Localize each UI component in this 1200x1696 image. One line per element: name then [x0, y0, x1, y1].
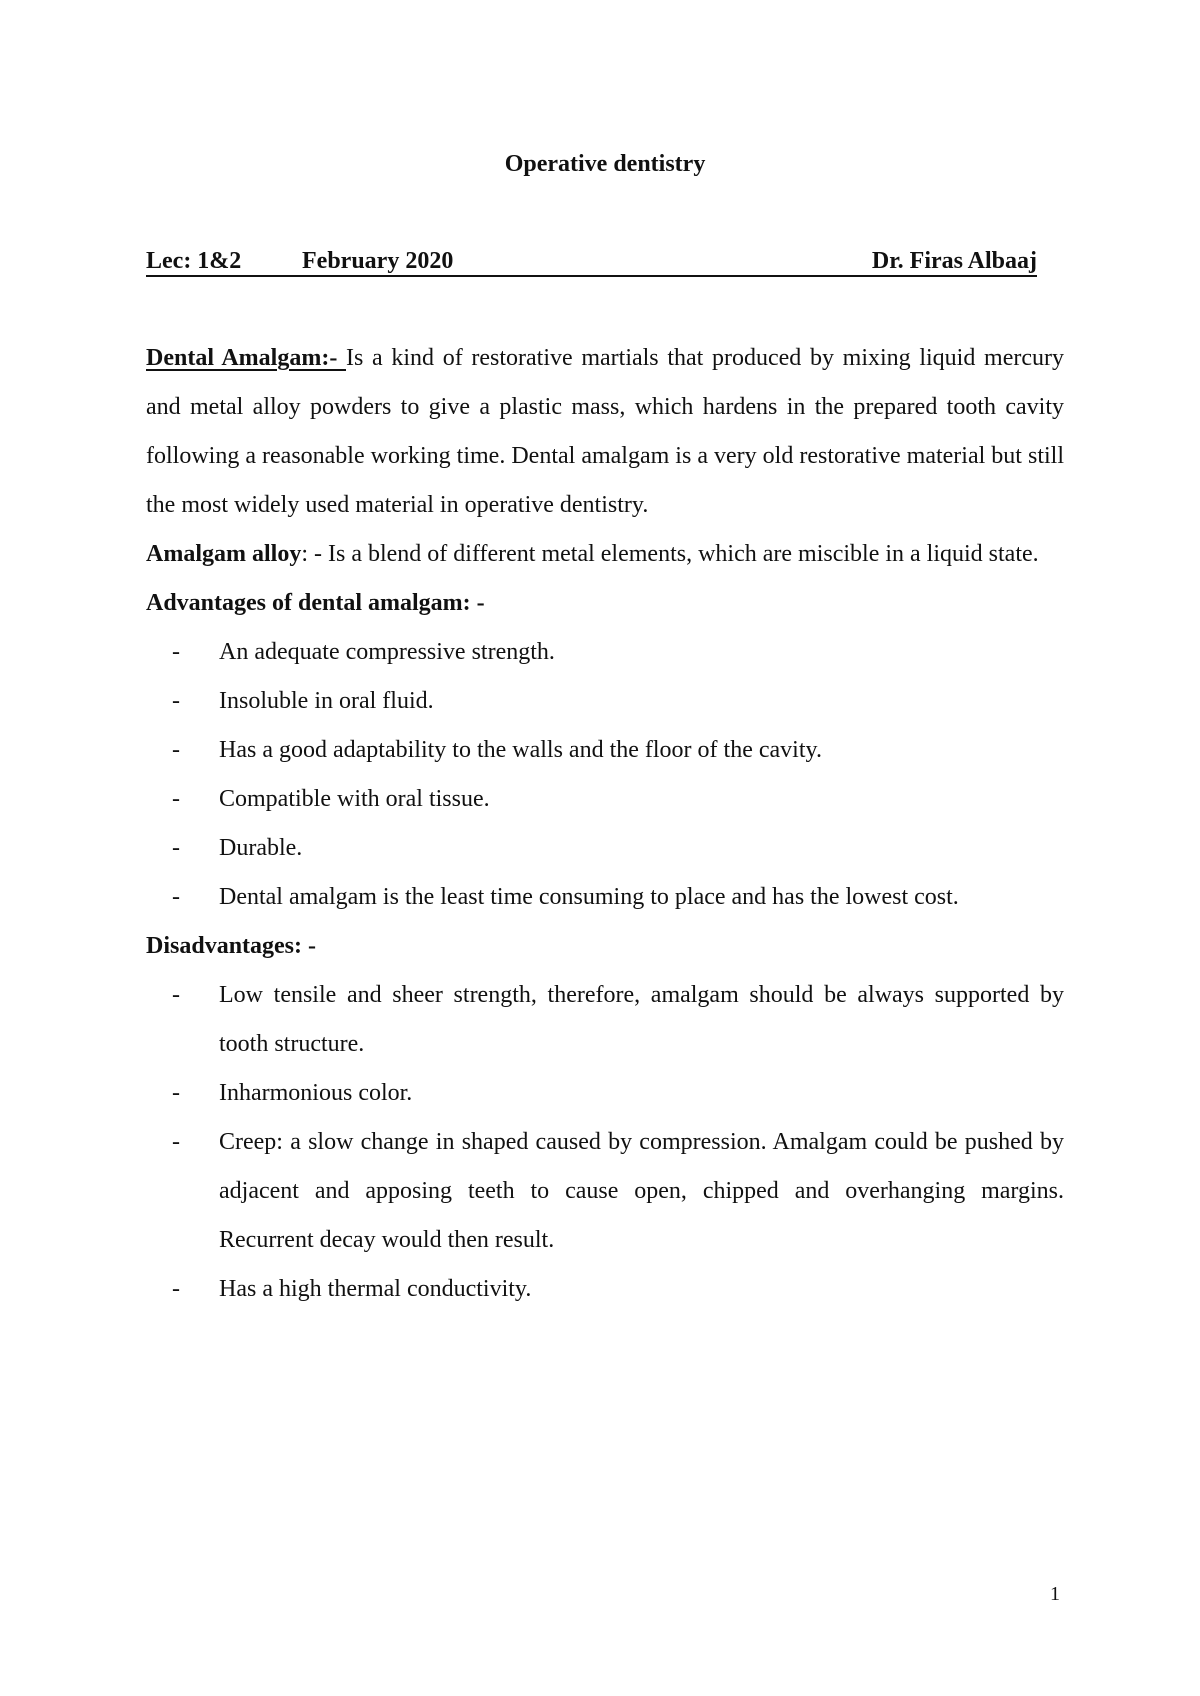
lecture-number: Lec: 1&2 [146, 248, 242, 274]
list-item-text: Durable. [219, 835, 303, 861]
alloy-paragraph [146, 530, 1064, 579]
alloy-text: : - Is a blend of different metal elements, which are miscible in a liquid state. [301, 541, 1039, 567]
document-content [146, 140, 1064, 1314]
document-title: Operative dentistry [504, 151, 706, 177]
list-item [146, 677, 1064, 726]
lecture-info-underline [146, 275, 1037, 277]
disadvantages-list [146, 971, 1064, 1314]
bullet-dash: - [172, 786, 180, 812]
advantages-list [146, 628, 1064, 922]
list-item-text: Creep: a slow change in shaped caused by compression. Amalgam could be pushed by adjacent and apposing teeth to cause open, chipped and overhanging margins. Recurrent decay would then result. [219, 1129, 1064, 1253]
list-item-text: Insoluble in oral fluid. [219, 688, 434, 714]
intro-text: Is a kind of restorative martials that produced by mixing liquid mercury and metal alloy powders to give a plastic mass, which hardens in the prepared tooth cavity following a reasonable working time. Dental amalgam is a very old restorative material but still the most widely used material in operative dentistry. [146, 345, 1064, 518]
list-item [146, 1265, 1064, 1314]
page-number: 1 [1050, 1583, 1060, 1605]
intro-paragraph [146, 334, 1064, 530]
lecturer-name: Dr. Firas Albaaj [871, 248, 1037, 274]
bullet-dash: - [172, 982, 180, 1008]
bullet-dash: - [172, 1129, 180, 1155]
list-item [146, 1069, 1064, 1118]
bullet-dash: - [172, 1276, 180, 1302]
list-item-text: Has a good adaptability to the walls and the floor of the cavity. [219, 737, 822, 763]
bullet-dash: - [172, 737, 180, 763]
advantages-heading: Advantages of dental amalgam: - [146, 590, 485, 616]
bullet-dash: - [172, 688, 180, 714]
list-item [146, 824, 1064, 873]
list-item [146, 775, 1064, 824]
list-item [146, 971, 1064, 1069]
alloy-term: Amalgam alloy [146, 541, 302, 567]
list-item-text: An adequate compressive strength. [219, 639, 555, 665]
intro-term: Dental Amalgam:- [146, 345, 346, 371]
disadvantages-heading: Disadvantages: - [146, 933, 317, 959]
bullet-dash: - [172, 835, 180, 861]
bullet-dash: - [172, 639, 180, 665]
lecture-date: February 2020 [302, 248, 454, 274]
list-item-text: Dental amalgam is the least time consuming to place and has the lowest cost. [219, 884, 959, 910]
list-item [146, 628, 1064, 677]
list-item [146, 726, 1064, 775]
list-item [146, 1118, 1064, 1265]
lecture-info-line [146, 237, 1064, 286]
list-item-text: Has a high thermal conductivity. [219, 1276, 532, 1302]
list-item-text: Inharmonious color. [219, 1080, 413, 1106]
list-item [146, 873, 1064, 922]
bullet-dash: - [172, 1080, 180, 1106]
list-item-text: Low tensile and sheer strength, therefore, amalgam should be always supported by tooth structure. [219, 982, 1064, 1057]
list-item-text: Compatible with oral tissue. [219, 786, 490, 812]
bullet-dash: - [172, 884, 180, 910]
